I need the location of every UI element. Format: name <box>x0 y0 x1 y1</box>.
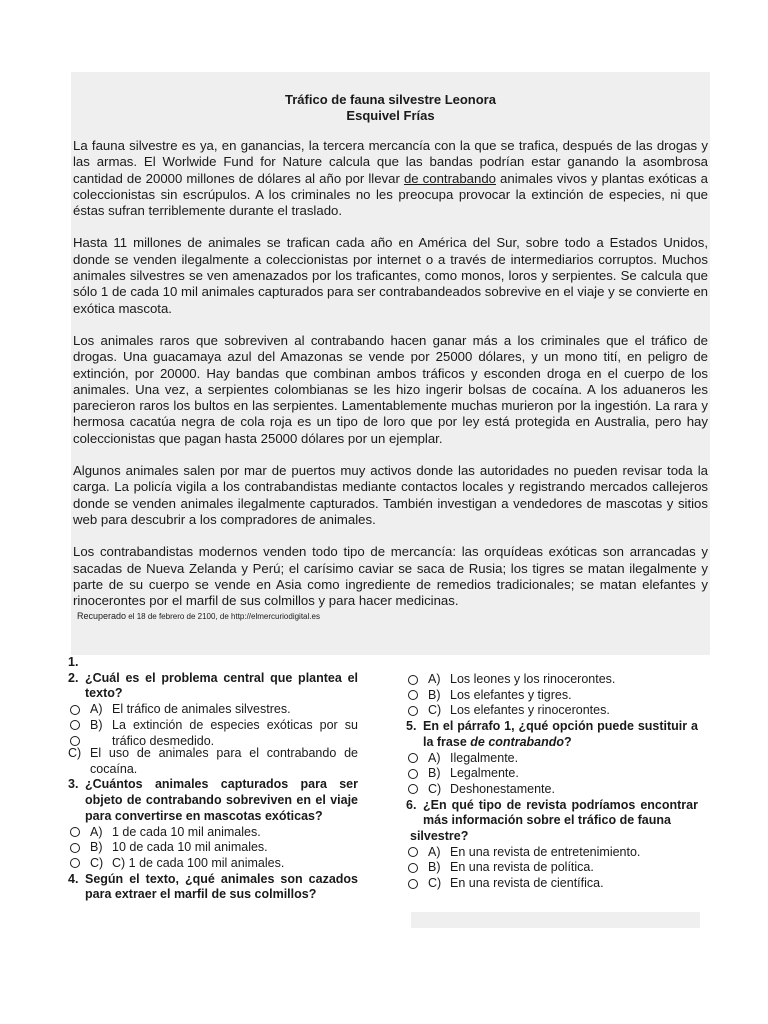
question-5: 5. En el párrafo 1, ¿qué opción puede sustituir a la frase de contrabando? <box>406 719 698 749</box>
q2-option-b[interactable]: B) La extinción de especies exóticas por su tráfico desmedido. <box>68 718 358 749</box>
radio-circle-icon[interactable] <box>70 858 80 868</box>
q6-option-c[interactable]: C) En una revista de científica. <box>406 876 698 892</box>
radio-circle-icon[interactable] <box>408 769 418 779</box>
q2-option-c[interactable]: C) El uso de animales para el contrabando de cocaína. <box>68 746 358 776</box>
shaded-footer-strip <box>411 912 700 928</box>
paragraph-3: Los animales raros que sobreviven al contrabando hacen ganar más a los criminales que el tráfico de drogas. Una guacamaya azul del Amazonas se vende por 25000 dólares, y un mono tití, en peligro de extinción, por 20000. Hay bandas que combinan ambos tráficos y esconden droga en el cuerpo de los animales. Una vez, a serpientes colombianas se les hizo ingerir bolsas de cocaína. A los aduaneros les parecieron raros los bultos en las serpientes. Lamentablemente muchas murieron por la ingestión. La rara y hermosa cacatúa negra de cola roja es un tipo de loro que por ley está protegida en Australia, pero hay coleccionistas que pagan hasta 25000 dólares por un ejemplar. <box>73 332 708 446</box>
radio-circle-icon[interactable] <box>70 705 80 715</box>
q4-option-b[interactable]: B) Los elefantes y tigres. <box>406 688 698 704</box>
underlined-phrase: de contrabando <box>403 170 496 186</box>
radio-circle-icon[interactable] <box>408 879 418 889</box>
question-4: 4. Según el texto, ¿qué animales son cazados para extraer el marfil de sus colmillos? <box>68 871 358 902</box>
q2-option-a[interactable]: A) El tráfico de animales silvestres. <box>68 702 358 718</box>
question-2: 2. ¿Cuál es el problema central que plantea el texto? <box>68 670 358 701</box>
radio-circle-icon[interactable] <box>408 784 418 794</box>
radio-circle-icon[interactable] <box>70 720 80 730</box>
source-citation: Recuperado el 18 de febrero de 2100, de http://elmercuriodigital.es <box>77 611 320 622</box>
passage-title: Tráfico de fauna silvestre Leonora Esquivel Frías <box>285 92 496 123</box>
reading-passage <box>71 72 710 655</box>
radio-circle-icon[interactable] <box>70 736 80 746</box>
radio-circle-icon[interactable] <box>408 863 418 873</box>
q4-option-c[interactable]: C) Los elefantes y rinocerontes. <box>406 703 698 719</box>
q5-option-b[interactable]: B) Legalmente. <box>406 766 698 782</box>
question-6: 6. ¿En qué tipo de revista podríamos encontrar más información sobre el tráfico de fauna <box>406 797 698 828</box>
radio-circle-icon[interactable] <box>408 675 418 685</box>
q3-option-c[interactable]: C) C) 1 de cada 100 mil animales. <box>68 856 358 872</box>
q4-option-a[interactable]: A) Los leones y los rinocerontes. <box>406 672 698 688</box>
radio-circle-icon[interactable] <box>408 690 418 700</box>
radio-circle-icon[interactable] <box>408 706 418 716</box>
paragraph-4: Algunos animales salen por mar de puertos muy activos donde las autoridades no pueden revisar toda la carga. La policía vigila a los contrabandistas mediante contactos locales y registrando mercados callejeros donde se venden animales ilegalmente capturados. También investigan a vendedores de mascotas y sitios web para descubrir a los compradores de animales. <box>73 463 708 527</box>
q6-option-a[interactable]: A) En una revista de entretenimiento. <box>406 845 698 861</box>
questions-left-column <box>68 655 358 903</box>
questions-right-column <box>406 672 698 892</box>
paragraph-5: Los contrabandistas modernos venden todo tipo de mercancía: las orquídeas exóticas son arrancadas y sacadas de Nueva Zelanda y Perú; el carísimo caviar se saca de Rusia; los tigres se matan ilegalmente y parte de su cuerpo se vende en Asia como ingrediente de remedios tradicionales; se matan elefantes y rinocerontes por el marfil de sus colmillos y para hacer medicinas. <box>73 544 708 609</box>
question-6-continuation: silvestre? <box>410 829 469 844</box>
q6-option-b[interactable]: B) En una revista de política. <box>406 860 698 876</box>
question-1: 1. <box>68 655 79 669</box>
radio-circle-icon[interactable] <box>70 843 80 853</box>
radio-circle-icon[interactable] <box>408 847 418 857</box>
q3-option-a[interactable]: A) 1 de cada 10 mil animales. <box>68 825 358 841</box>
paragraph-2: Hasta 11 millones de animales se trafican cada año en América del Sur, sobre todo a Estados Unidos, donde se venden ilegalmente a coleccionistas por internet o a través de intermediarios corruptos. Muchos animales silvestres se ven amenazados por los traficantes, como monos, loros y serpientes. Se calcula que sólo 1 de cada 10 mil animales capturados para ser contrabandeados sobrevive en el viaje y se convierte en exótica mascota. <box>73 235 708 316</box>
q5-option-c[interactable]: C) Deshonestamente. <box>406 782 698 798</box>
q5-option-a[interactable]: A) Ilegalmente. <box>406 751 698 767</box>
q3-option-b[interactable]: B) 10 de cada 10 mil animales. <box>68 840 358 856</box>
radio-circle-icon[interactable] <box>408 753 418 763</box>
paragraph-1: La fauna silvestre es ya, en ganancias, la tercera mercancía con la que se trafica, después de las drogas y las armas. El Worlwide Fund for Nature calcula que las bandas podrían estar ganando la asombrosa cantidad de 20000 millones de dólares al año por llevar de contrabando animales vivos y plantas exóticas a coleccionistas sin escrúpulos. A los criminales no les preocupa provocar la extinción de especies, ni que éstas sufran terriblemente durante el traslado. <box>73 138 709 219</box>
question-3: 3. ¿Cuántos animales capturados para ser objeto de contrabando sobreviven en el viaje para convertirse en mascotas exóticas? <box>68 777 358 823</box>
radio-circle-icon[interactable] <box>70 827 80 837</box>
